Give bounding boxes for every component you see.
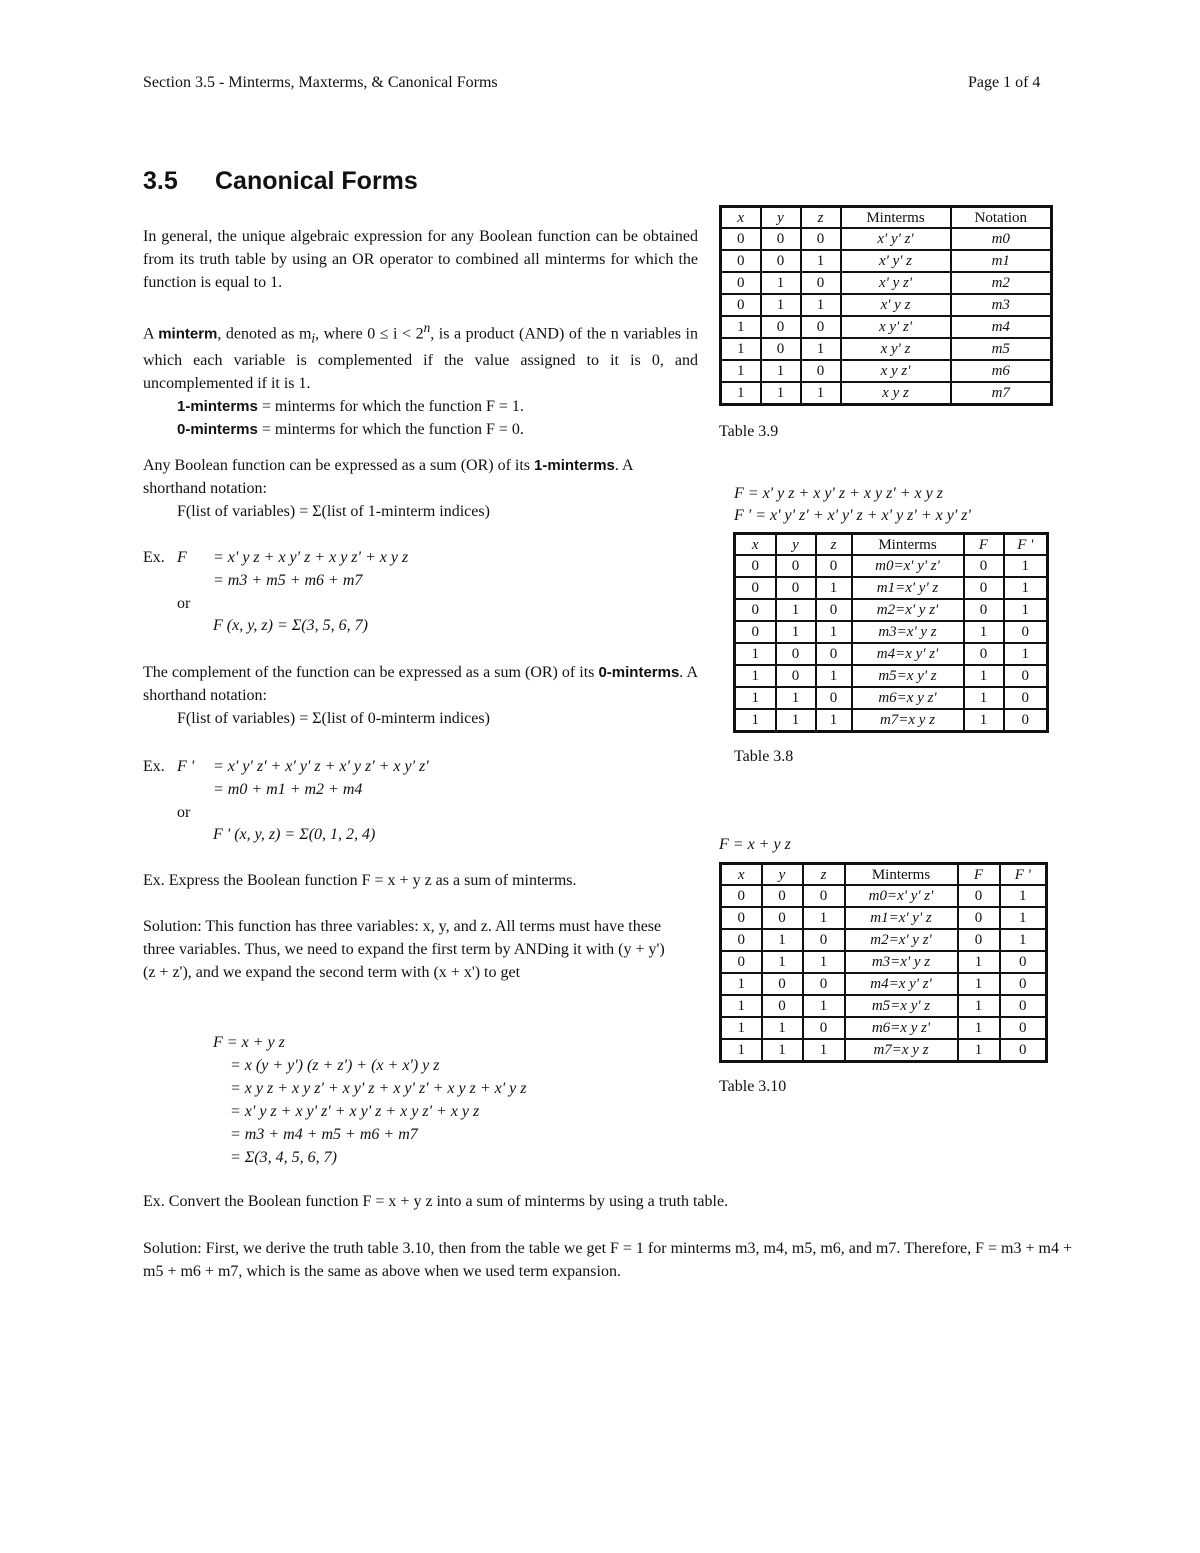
col-header: y	[776, 534, 816, 556]
col-header: y	[761, 207, 801, 229]
section-heading	[143, 167, 418, 196]
sum-zero-notation: F(list of variables) = Σ(list of 0-minterm indices)	[177, 709, 490, 727]
table-row: 1 0 1 x y' z m5	[721, 338, 1052, 360]
example-2: Ex. F ' = x' y' z' + x' y' z + x' y z' + x y' z' = m0 + m1 + m2 + m4 or F ' (x, y, z) = Σ(0, 1, 2, 4)	[143, 758, 429, 844]
table-row: 0 1 0 m2=x' y z' 0 1	[735, 599, 1048, 621]
table-3-8-equations: F = x' y z + x y' z + x y z' + x y z F ' = x' y' z' + x' y' z + x' y z' + x y' z'	[734, 485, 971, 524]
col-header: z	[816, 534, 852, 556]
table-row: 0 0 0 m0=x' y' z' 0 1	[721, 885, 1047, 907]
zero-minterms-term: 0-minterms	[177, 420, 258, 438]
minterm-definition: A minterm, denoted as $m_i$, where $0 \le i < 2^n$, is a product (AND) of the n variables in which each variable is complemented if the value assigned to it is 0, and uncomplemented if it is 1. 1-minterms = minterms for which the function F = 1. 0-minterms = minterms for which the function F = 0.	[143, 320, 699, 438]
table-3-10-caption: Table 3.10	[719, 1078, 787, 1095]
table-3-10	[719, 862, 1048, 1063]
table-row: 1 0 1 m5=x y' z 1 0	[721, 995, 1047, 1017]
col-header: F '	[1004, 534, 1048, 556]
sum-zero-paragraph: The complement of the function can be expressed as a sum (OR) of its 0-minterms. A shorthand notation: F(list of variables) = Σ(list of 0-minterm indices)	[143, 662, 698, 730]
table-row: 1 0 0 m4=x y' z' 0 1	[735, 643, 1048, 665]
page-number: Page 1 of 4	[968, 74, 1041, 91]
table-row: 0 1 0 m2=x' y z' 0 1	[721, 929, 1047, 951]
example-1: Ex. F = x' y z + x y' z + x y z' + x y z = m3 + m5 + m6 + m7 or F (x, y, z) = Σ(3, 5, 6, 7)	[143, 549, 409, 635]
table-row: 1 1 1 m7=x y z 1 0	[735, 709, 1048, 732]
example-4	[143, 1190, 1073, 1283]
table-row: 1 0 1 m5=x y' z 1 0	[735, 665, 1048, 687]
section-title: Canonical Forms	[215, 167, 418, 195]
table-3-9	[719, 205, 1053, 406]
table-row: 0 0 0 x' y' z' m0	[721, 228, 1052, 250]
col-header: Notation	[951, 207, 1052, 229]
table-3-9-caption: Table 3.9	[719, 423, 779, 440]
table-row: 1 1 1 x y z m7	[721, 382, 1052, 405]
one-minterms-term: 1-minterms	[177, 397, 258, 415]
col-header: Minterms	[852, 534, 964, 556]
intro-paragraph: In general, the unique algebraic expression for any Boolean function can be obtained from its truth table by using an OR operator to combined all minterms for which the function is equal to 1.	[143, 228, 698, 291]
col-header: z	[801, 207, 841, 229]
sum-one-notation: F(list of variables) = Σ(list of 1-minterm indices)	[177, 502, 490, 520]
table-row: 0 0 0 m0=x' y' z' 0 1	[735, 555, 1048, 577]
example-3-solution: Solution: This function has three variables: x, y, and z. All terms must have these three variables. Thus, we need to expand the first term by ANDing it with (y + y')(z + z'), and we expand the second term with (x + x') to get	[143, 918, 665, 981]
table-row: 0 0 1 x' y' z m1	[721, 250, 1052, 272]
table-row: 1 1 0 x y z' m6	[721, 360, 1052, 382]
table-row: 1 1 0 m6=x y z' 1 0	[721, 1017, 1047, 1039]
col-header: Minterms	[845, 864, 958, 886]
sum-one-paragraph: Any Boolean function can be expressed as a sum (OR) of its 1-minterms. A shorthand notation: F(list of variables) = Σ(list of 1-minterm indices)	[143, 455, 698, 523]
table-row: 0 1 1 m3=x' y z 1 0	[735, 621, 1048, 643]
col-header: F '	[1000, 864, 1047, 886]
col-header: F	[958, 864, 1000, 886]
table-3-10-equation: F = x + y z	[719, 836, 791, 853]
col-header: x	[735, 534, 776, 556]
example-3-question: Ex. Express the Boolean function F = x + y z as a sum of minterms.	[143, 872, 577, 889]
section-number: 3.5	[143, 167, 178, 195]
col-header: F	[964, 534, 1004, 556]
col-header: y	[762, 864, 803, 886]
table-row: 0 0 1 m1=x' y' z 0 1	[735, 577, 1048, 599]
table-row: 0 0 1 m1=x' y' z 0 1	[721, 907, 1047, 929]
example-4-solution: Solution: First, we derive the truth table 3.10, then from the table we get F = 1 for minterms m3, m4, m5, m6, and m7. Therefore, F = m3 + m4 + m5 + m6 + m7, which is the same as above when we used term expansion.	[143, 1240, 1072, 1280]
table-3-8-caption: Table 3.8	[734, 748, 794, 765]
table-row: 1 1 1 m7=x y z 1 0	[721, 1039, 1047, 1062]
table-row: 1 0 0 x y' z' m4	[721, 316, 1052, 338]
table-row: 0 1 1 m3=x' y z 1 0	[721, 951, 1047, 973]
table-3-8	[733, 532, 1049, 733]
col-header: x	[721, 207, 761, 229]
example-3-steps: F = x + y z = x (y + y') (z + z') + (x + x') y z = x y z + x y z' + x y' z + x y' z' + x y z + x' y z = x' y z + x y' z' + x y' z + x y z' + x y z = m3 + m4 + m5 + m6 + m7 = Σ(3, 4, 5, 6, 7)	[213, 1034, 527, 1166]
table-row: 1 1 0 m6=x y z' 1 0	[735, 687, 1048, 709]
minterm-term: minterm	[158, 325, 218, 343]
example-4-question: Ex. Convert the Boolean function F = x + y z into a sum of minterms by using a truth table.	[143, 1193, 729, 1210]
table-row: 0 1 0 x' y z' m2	[721, 272, 1052, 294]
col-header: x	[721, 864, 762, 886]
running-header: Section 3.5 - Minterms, Maxterms, & Canonical Forms	[143, 74, 498, 91]
col-header: Minterms	[841, 207, 951, 229]
table-row: 0 1 1 x' y z m3	[721, 294, 1052, 316]
col-header: z	[803, 864, 845, 886]
table-row: 1 0 0 m4=x y' z' 1 0	[721, 973, 1047, 995]
